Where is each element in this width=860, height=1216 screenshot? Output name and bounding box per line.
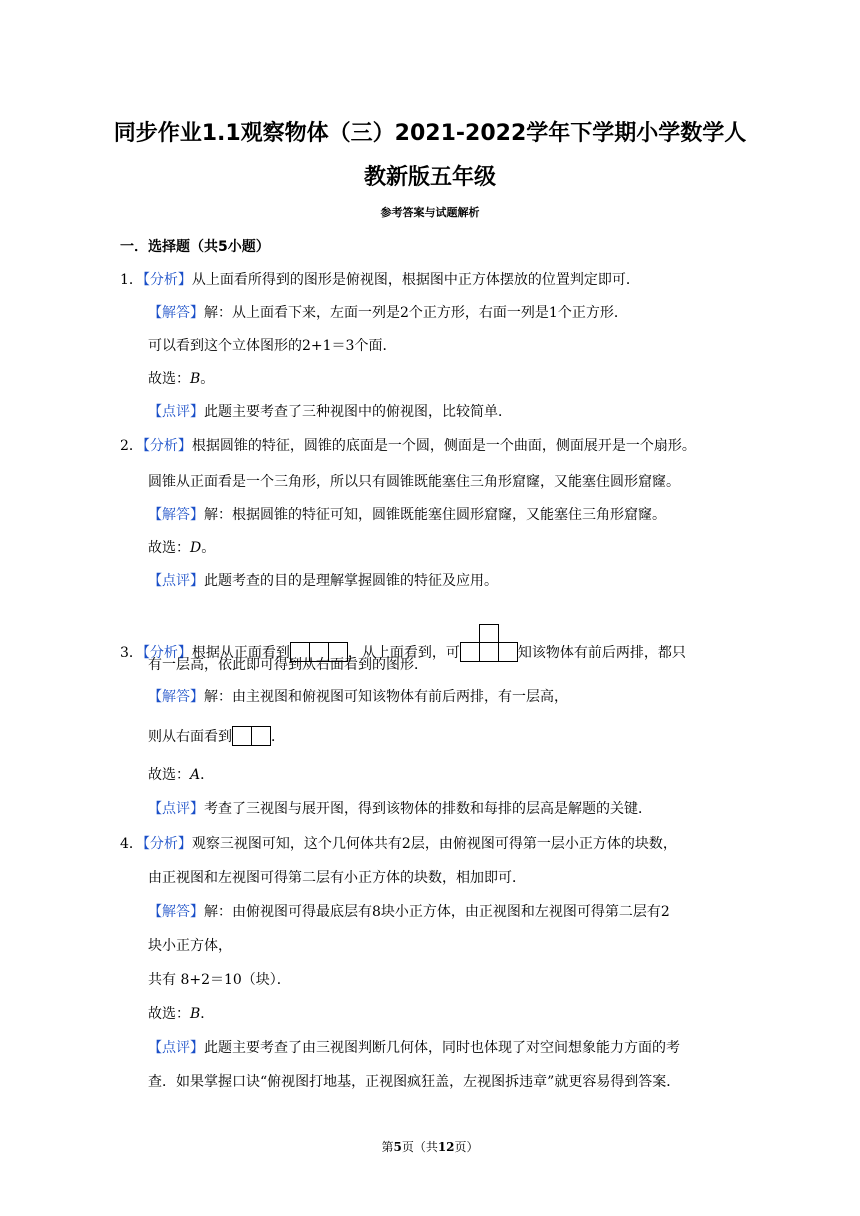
footer-page-number: 5	[393, 1140, 402, 1154]
q2-number: 2．	[120, 438, 143, 454]
q1-answer-line-2: 可以看到这个立体图形的2+1＝3个面．	[148, 338, 397, 354]
q3-choice: A	[190, 767, 201, 783]
q3-analysis-text-c: 知该物体有前后两排，都只	[517, 645, 686, 661]
analysis-tag: 【分析】	[142, 836, 192, 852]
choice-suffix: 。	[200, 371, 215, 387]
q2-analysis-line-2: 圆锥从正面看是一个三角形，所以只有圆锥既能塞住三角形窟窿，又能塞住圆形窟窿。	[148, 474, 680, 490]
q3-answer-line-2	[148, 726, 285, 746]
q3-answer-line	[148, 688, 568, 706]
q2-comment-text: 此题考查的目的是理解掌握圆锥的特征及应用。	[204, 573, 498, 589]
analysis-tag: 【分析】	[142, 272, 192, 288]
footer-middle: 页（共	[401, 1140, 438, 1154]
q1-choice: B	[190, 371, 201, 387]
choice-suffix: ．	[200, 767, 215, 783]
q2-comment-line	[148, 572, 498, 590]
q4-comment-line-2: 查．如果掌握口诀“俯视图打地基，正视图疯狂盖，左视图拆违章”就更容易得到答案．	[148, 1074, 681, 1090]
comment-tag: 【点评】	[148, 801, 204, 817]
q2-answer-text: 解：根据圆锥的特征可知，圆锥既能塞住圆形窟窿，又能塞住三角形窟窿。	[204, 507, 666, 523]
top-view-figure	[460, 624, 518, 662]
q3-number: 3．	[120, 645, 143, 661]
q3-analysis-text-b: ，从上面看到，可	[347, 645, 460, 661]
document-title-line1: 同步作业1.1观察物体（三）2021-2022学年下学期小学数学人	[113, 121, 747, 146]
comment-tag: 【点评】	[148, 573, 204, 589]
q4-answer-line-2: 块小正方体，	[148, 938, 232, 954]
q3-choice-line	[148, 766, 214, 784]
comment-tag: 【点评】	[148, 1040, 204, 1056]
q1-comment-line	[148, 403, 512, 421]
choice-prefix: 故选：	[148, 1006, 190, 1022]
q2-choice-line	[148, 539, 215, 557]
answer-tag: 【解答】	[148, 305, 204, 321]
q3-comment-text: 考查了三视图与展开图，得到该物体的排数和每排的层高是解题的关键．	[204, 801, 652, 817]
footer-total-pages: 12	[437, 1140, 455, 1154]
choice-prefix: 故选：	[148, 540, 190, 556]
q2-answer-line	[148, 506, 666, 524]
q2-analysis-text: 根据圆锥的特征，圆锥的底面是一个圆，侧面是一个曲面，侧面展开是一个扇形。	[191, 438, 696, 454]
q2-analysis-line	[120, 437, 696, 455]
document-subtitle: 参考答案与试题解析	[380, 206, 480, 219]
q1-answer-text: 解：从上面看下来，左面一列是2个正方形，右面一列是1个正方形．	[204, 305, 628, 321]
q4-answer-line	[148, 903, 670, 921]
q3-comment-line	[148, 800, 652, 818]
q3-analysis-line-2: 有一层高，依此即可得到从右面看到的图形．	[148, 657, 428, 673]
q4-answer-text: 解：由俯视图可得最底层有8块小正方体，由正视图和左视图可得第二层有2	[204, 904, 670, 920]
right-view-figure	[232, 726, 271, 746]
q3-answer-text: 解：由主视图和俯视图可知该物体有前后两排，有一层高，	[204, 689, 568, 705]
q4-analysis-line	[120, 835, 677, 853]
footer-suffix: 页）	[454, 1140, 479, 1154]
comment-tag: 【点评】	[148, 404, 204, 420]
q1-choice-line	[148, 370, 214, 388]
choice-prefix: 故选：	[148, 371, 190, 387]
answer-tag: 【解答】	[148, 904, 204, 920]
q3-answer-text-2b: ．	[271, 729, 285, 745]
q4-choice: B	[190, 1006, 201, 1022]
q2-choice: D	[190, 540, 202, 556]
document-title-line2: 教新版五年级	[363, 165, 496, 190]
q4-comment-line	[148, 1039, 680, 1057]
answer-tag: 【解答】	[148, 507, 204, 523]
q1-analysis-text: 从上面看所得到的图形是俯视图，根据图中正方体摆放的位置判定即可．	[191, 272, 640, 288]
analysis-tag: 【分析】	[142, 645, 192, 661]
page-footer	[0, 1138, 860, 1155]
footer-prefix: 第	[381, 1140, 394, 1154]
analysis-tag: 【分析】	[142, 438, 192, 454]
q1-answer-line	[148, 304, 628, 322]
choice-suffix: ．	[200, 1006, 215, 1022]
q3-answer-text-2a: 则从右面看到	[148, 729, 232, 745]
q3-analysis-text-a: 根据从正面看到	[191, 645, 290, 661]
q4-comment-text: 此题主要考查了由三视图判断几何体，同时也体现了对空间想象能力方面的考	[204, 1040, 680, 1056]
section-heading: 一．选择题（共5小题）	[120, 239, 270, 255]
q4-choice-line	[148, 1005, 214, 1023]
q4-answer-line-3: 共有 8+2＝10（块）．	[148, 972, 291, 988]
q4-analysis-text: 观察三视图可知，这个几何体共有2层，由俯视图可得第一层小正方体的块数，	[191, 836, 677, 852]
q1-number: 1．	[120, 272, 143, 288]
q1-analysis-line	[120, 271, 640, 289]
q4-number: 4．	[120, 836, 143, 852]
q1-comment-text: 此题主要考查了三种视图中的俯视图，比较简单．	[204, 404, 512, 420]
answer-tag: 【解答】	[148, 689, 204, 705]
choice-suffix: 。	[201, 540, 216, 556]
choice-prefix: 故选：	[148, 767, 190, 783]
q4-analysis-line-2: 由正视图和左视图可得第二层有小正方体的块数，相加即可．	[148, 870, 526, 886]
